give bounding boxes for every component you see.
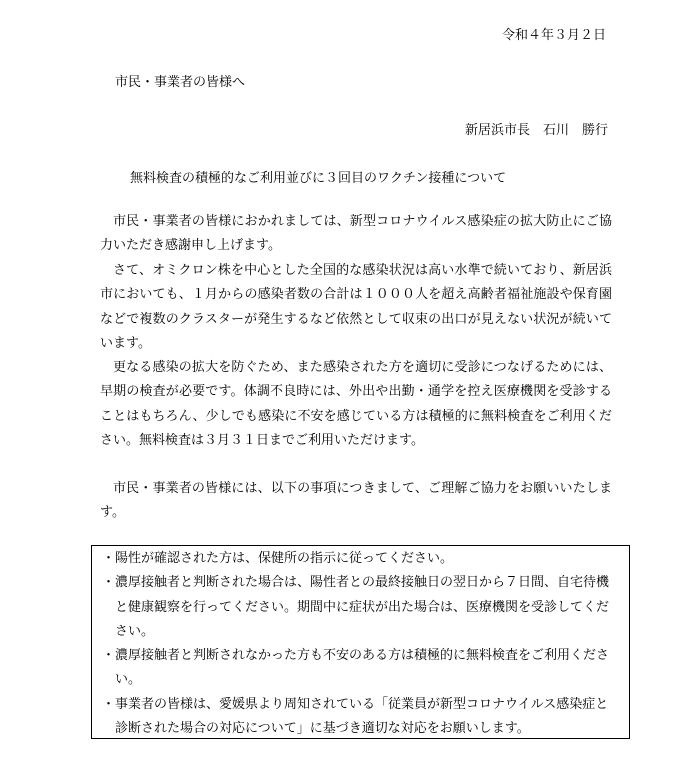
notice-box [91, 545, 630, 739]
notice-item-3: ・濃厚接触者と判断されなかった方も不安のある方は積極的に無料検査をご利用ください。 [102, 648, 610, 688]
author-signature: 新居浜市長 石川 勝行 [464, 123, 608, 138]
notice-item-1: ・陽性が確認された方は、保健所の指示に従ってください。 [102, 551, 454, 566]
body-paragraph-2: さて、オミクロン株を中心とした全国的な感染状況は高い水準で続いており、新居浜市においても、１月からの感染者数の合計は１０００人を超え高齢者福祉施設や保育園などで複数のクラスターが発生するなど依然として収束の出口が見えない状況が続いています。 [100, 263, 612, 351]
notice-item-4: ・事業者の皆様は、愛媛県より周知されている「従業員が新型コロナウイルス感染症と診断された場合の対応について」に基づき適切な対応をお願いします。 [102, 696, 609, 737]
addressee: 市民・事業者の皆様へ [115, 75, 246, 90]
notice-item-2: ・濃厚接触者と判断された場合は、陽性者との最終接触日の翌日から７日間、自宅待機と健康観察を行ってください。期間中に症状が出た場合は、医療機関を受診してください。 [102, 575, 610, 639]
body-paragraph-3: 更なる感染の拡大を防ぐため、また感染された方を適切に受診につなげるためには、早期の検査が必要です。体調不良時には、外出や出勤・通学を控え医療機関を受診することはもちろん、少しでも感染に不安を感じている方は積極的に無料検査をご利用ください。無料検査は３月３１日までご利用いただけます。 [100, 360, 612, 448]
body-paragraph-4: 市民・事業者の皆様には、以下の事項につきまして、ご理解ご協力をお願いいたします。 [100, 481, 612, 521]
document-date: 令和４年３月２日 [501, 28, 606, 43]
document-title: 無料検査の積極的なご利用並びに３回目のワクチン接種について [130, 171, 507, 186]
body-paragraph-1: 市民・事業者の皆様におかれましては、新型コロナウイルス感染症の拡大防止にご協力いただき感謝申し上げます。 [100, 214, 612, 254]
